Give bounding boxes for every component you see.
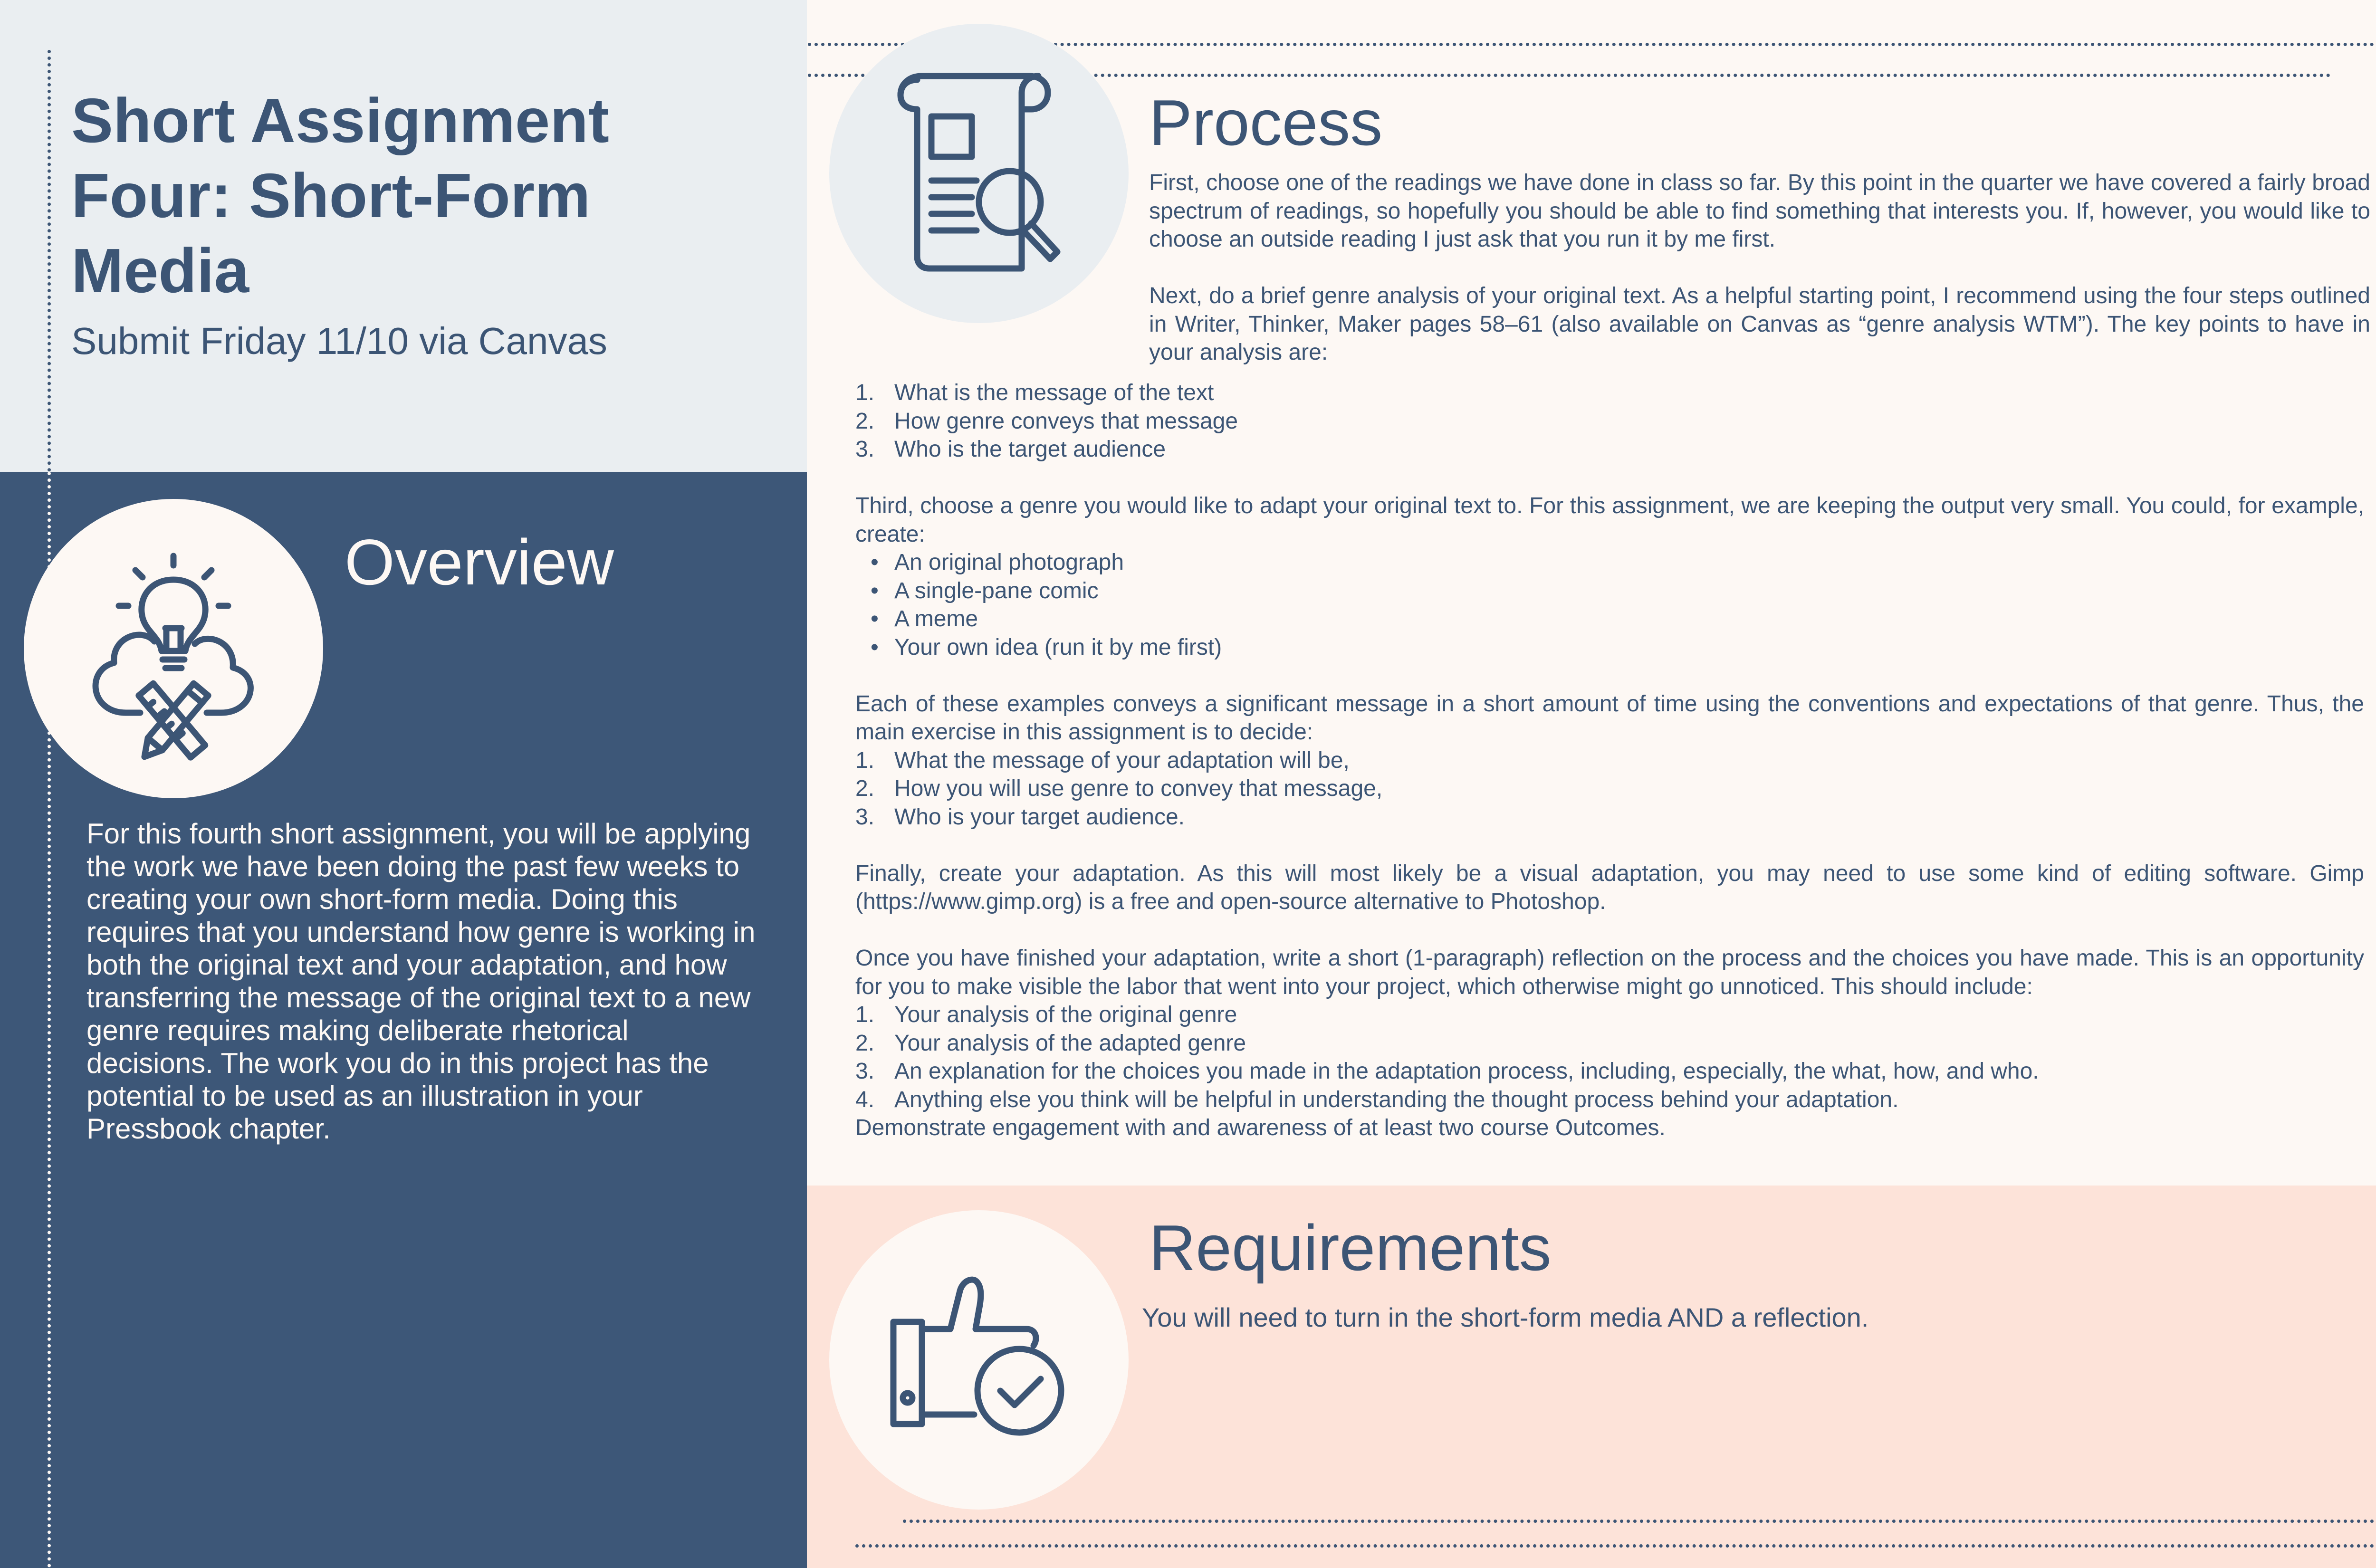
overview-icon-circle — [24, 499, 323, 798]
process-each-step: Each of these examples conveys a significant message in a short amount of time using the conventions and expectations of that genre. Thus, the main exercise in this assignment is to decide: — [855, 691, 2364, 745]
decide-points-list — [855, 746, 2364, 832]
process-intro — [1149, 169, 2370, 367]
list-item: • A single-pane comic — [871, 578, 1099, 603]
page-title: Short Assignment Four: Short-Form Media — [71, 86, 609, 306]
thumbs-up-check-icon — [829, 1210, 1129, 1510]
list-item: • Your own idea (run it by me first) — [871, 634, 1222, 660]
submit-deadline: Submit Friday 11/10 via Canvas — [71, 320, 607, 362]
lightbulb-cloud-tools-icon — [24, 499, 323, 798]
reflection-points-list — [855, 1001, 2364, 1114]
requirements-icon-circle — [829, 1210, 1129, 1510]
process-body — [855, 379, 2364, 1142]
list-item: • A meme — [871, 606, 978, 631]
process-once-step: Once you have finished your adaptation, write a short (1-paragraph) reflection on the process and the choices you have made. This is an opportunity for you to make visible the labor that went into your project, which otherwise might go unnoticed. This should include: — [855, 946, 2364, 999]
overview-heading: Overview — [345, 526, 614, 598]
genre-options-list — [855, 548, 2364, 661]
process-intro-1: First, choose one of the readings we have done in class so far. By this point in the quarter we have covered a fairly broad spectrum of readings, so hopefully you should be able to find something that interests you. If, however, you would like to choose an outside reading I just ask that you run it by me first. — [1149, 170, 2370, 252]
list-item: 3. An explanation for the choices you made in the adaptation process, including, especially, the what, how, and who. — [855, 1059, 2039, 1084]
process-closing: Demonstrate engagement with and awareness of at least two course Outcomes. — [855, 1115, 1666, 1140]
overview-body: For this fourth short assignment, you will be applying the work we have been doing the past few weeks to creating your own short-form media. Doing this requires that you understand how genre is working in both the original text and your adaptation, and how transferring the message of the original text to a new genre requires making deliberate rhetorical decisions. The work you do in this project has the potential to be used as an illustration in your Pressbook chapter. — [86, 818, 756, 1145]
document-search-icon — [829, 24, 1129, 323]
process-third-step: Third, choose a genre you would like to adapt your original text to. For this assignment, we are keeping the output very small. You could, for example, create: — [855, 493, 2364, 547]
list-item: 3. Who is the target audience — [855, 437, 1166, 462]
list-item: 2. How genre conveys that message — [855, 408, 1238, 434]
process-heading: Process — [1149, 86, 1383, 159]
list-item: 2. Your analysis of the adapted genre — [855, 1030, 1246, 1056]
list-item: 3. Who is your target audience. — [855, 804, 1185, 830]
list-item: • An original photograph — [871, 550, 1124, 575]
list-item: 4. Anything else you think will be helpful in understanding the thought process behind your adaptation. — [855, 1087, 1899, 1112]
process-icon-circle — [829, 24, 1129, 323]
list-item: 2. How you will use genre to convey that message, — [855, 776, 1383, 801]
bottom-dotted-line-2 — [855, 1544, 2376, 1548]
analysis-points-list — [855, 379, 2364, 464]
list-item: 1. What is the message of the text — [855, 380, 1214, 405]
process-finally-step: Finally, create your adaptation. As this will most likely be a visual adaptation, you may need to use some kind of editing software. Gimp (https://www.gimp.org) is a free and open-source alternative to Photoshop. — [855, 860, 2364, 914]
process-intro-2: Next, do a brief genre analysis of your original text. As a helpful starting point, I recommend using the four steps outlined in Writer, Thinker, Maker pages 58–61 (also available on Canvas as “genre analysis WTM”). The key points to have in your analysis are: — [1149, 283, 2370, 365]
list-item: 1. Your analysis of the original genre — [855, 1002, 1237, 1027]
bottom-dotted-line-1 — [903, 1520, 2376, 1523]
list-item: 1. What the message of your adaptation will be, — [855, 747, 1350, 773]
requirements-heading: Requirements — [1149, 1212, 1552, 1284]
requirements-body: You will need to turn in the short-form media AND a reflection. — [1142, 1302, 1869, 1332]
